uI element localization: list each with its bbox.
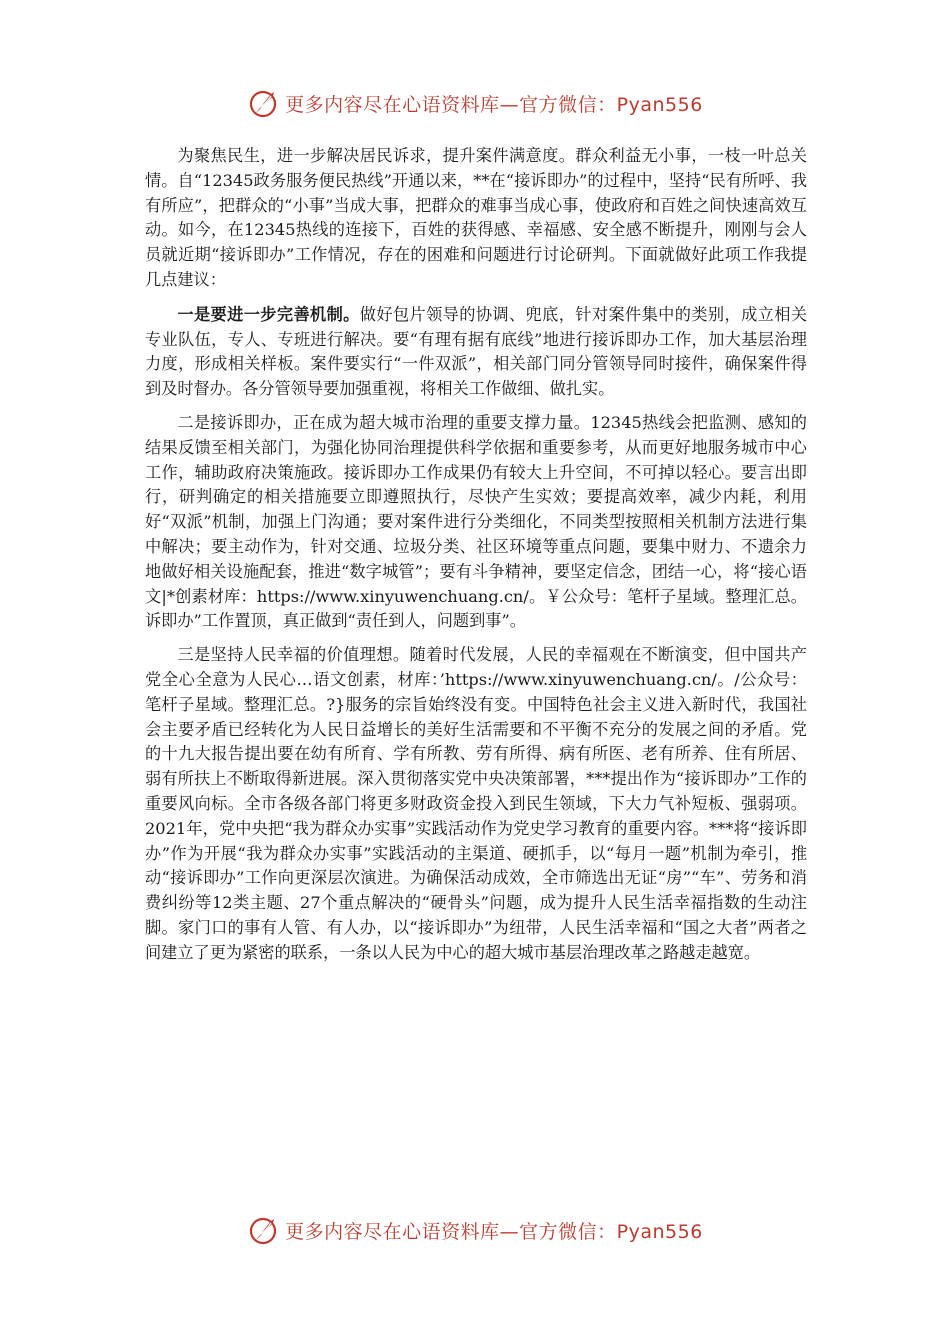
- header-banner: [0, 83, 950, 123]
- banner-text: 更多内容尽在心语资料库—官方微信：Pyan556: [285, 1220, 703, 1243]
- quill-logo-icon: [247, 1213, 281, 1247]
- banner-text: 更多内容尽在心语资料库—官方微信：Pyan556: [285, 93, 703, 116]
- paragraph-point-2: 二是接诉即办，正在成为超大城市治理的重要支撑力量。12345热线会把监测、感知的结果反馈至相关部门，为强化协同治理提供科学依据和重要参考，从而更好地服务城市中心工作，辅助政府决策施政。接诉即办工作成果仍有较大上升空间，不可掉以轻心。要言出即行，研判确定的相关措施要立即遵照执行，尽快产生实效；要提高效率，减少内耗，利用好“双派”机制，加强上门沟通；要对案件进行分类细化，不同类型按照相关机制方法进行集中解决；要主动作为，针对交通、垃圾分类、社区环境等重点问题，要集中财力、不遗余力地做好相关设施配套，推进“数字城管”；要有斗争精神，要坚定信念，团结一心，将“接心语文|*创素材库：https://www.xinyuwenchuang.cn/。￥公众号：笔杆子星域。整理汇总。诉即办”工作置顶，真正做到“责任到人，问题到事”。: [145, 412, 807, 631]
- paragraph-intro: 为聚焦民生，进一步解决居民诉求，提升案件满意度。群众利益无小事，一枝一叶总关情。自“12345政务服务便民热线”开通以来，**在“接诉即办”的过程中，坚持“民有所呼、我有所应”，把群众的“小事”当成大事，把群众的难事当成心事，使政府和百姓之间快速高效互动。如今，在12345热线的连接下，百姓的获得感、幸福感、安全感不断提升，刚刚与会人员就近期“接诉即办”工作情况，存在的困难和问题进行讨论研判。下面就做好此项工作我提几点建议：: [145, 146, 807, 289]
- footer-banner: [0, 1210, 950, 1250]
- quill-logo-icon: [247, 86, 281, 120]
- paragraph-point-1-body: 做好包片领导的协调、兜底，针对案件集中的类别，成立相关专业队伍，专人、专班进行解决。要“有理有据有底线”地进行接诉即办工作，加大基层治理力度，形成相关样板。案件要实行“一件双派”，相关部门同分管领导同时接件，确保案件得到及时督办。各分管领导要加强重视，将相关工作做细、做扎实。: [145, 304, 808, 399]
- document-body: [145, 144, 807, 975]
- paragraph-point-1-lead: 一是要进一步完善机制。: [177, 304, 360, 324]
- paragraph-point-1: [145, 303, 807, 402]
- paragraph-point-3: 三是坚持人民幸福的价值理想。随着时代发展，人民的幸福观在不断演变，但中国共产党全心全意为人民心…语文创素，材库：’https://www.xinyuwenchuang.cn/。/公众号：笔杆子星域。整理汇总。?}服务的宗旨始终没有变。中国特色社会主义进入新时代，我国社会主要矛盾已经转化为人民日益增长的美好生活需要和不平衡不充分的发展之间的矛盾。党的十九大报告提出要在幼有所育、学有所教、劳有所得、病有所医、老有所养、住有所居、弱有所扶上不断取得新进展。深入贯彻落实党中央决策部署，***提出作为“接诉即办”工作的重要风向标。全市各级各部门将更多财政资金投入到民生领域，下大力气补短板、强弱项。2021年，党中央把“我为群众办实事”实践活动作为党史学习教育的重要内容。***将“接诉即办”作为开展“我为群众办实事”实践活动的主渠道、硬抓手，以“每月一题”机制为牵引，推动“接诉即办”工作向更深层次演进。为确保活动成效，全市筛选出无证“房”“车”、劳务和消费纠纷等12类主题、27个重点解决的“硬骨头”问题，成为提升人民生活幸福指数的生动注脚。家门口的事有人管、有人办，以“接诉即办”为纽带，人民生活幸福和“国之大者”两者之间建立了更为紧密的联系，一条以人民为中心的超大城市基层治理改革之路越走越宽。: [145, 645, 807, 962]
